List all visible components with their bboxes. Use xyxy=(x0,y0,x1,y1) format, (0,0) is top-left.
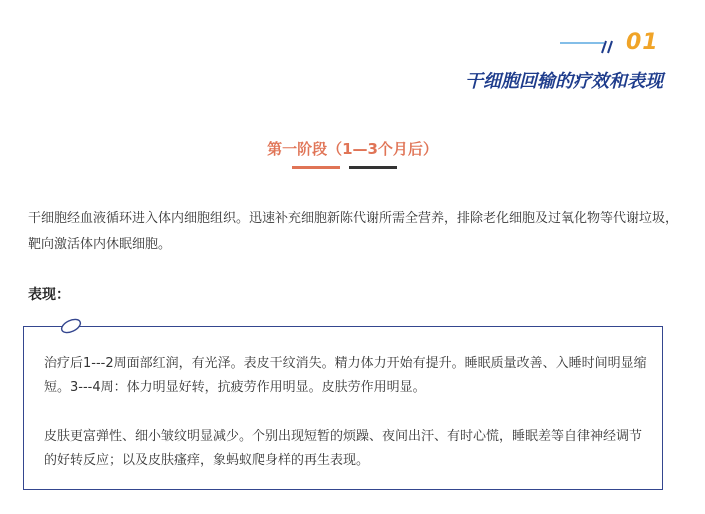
section-number: 01 xyxy=(626,30,659,55)
performance-label: 表现： xyxy=(28,287,70,303)
header-lines-decoration xyxy=(560,40,616,54)
performance-paragraph-2: 皮肤更富弹性、细小皱纹明显减少。个别出现短暂的烦躁、夜间出汗、有时心慌，睡眠差等自律神经调节的好转反应；以及皮肤瘙痒，象蚂蚁爬身样的再生表现。 xyxy=(44,429,643,468)
stage-underline-accent xyxy=(292,166,340,169)
oval-decoration-icon xyxy=(56,316,86,336)
section-title: 干细胞回输的疗效和表现 xyxy=(465,71,663,92)
stage-title: 第一阶段（1—3个月后） xyxy=(267,140,438,158)
stage-underline-dark xyxy=(349,166,397,169)
performance-paragraph-1: 治疗后1---2周面部红润，有光泽。表皮干纹消失。精力体力开始有提升。睡眠质量改善、入睡时间明显缩短。3---4周：体力明显好转，抗疲劳作用明显。皮肤劳作用明显。 xyxy=(44,356,647,395)
intro-paragraph: 干细胞经血液循环进入体内细胞组织。迅速补充细胞新陈代谢所需全营养，排除老化细胞及过氧化物等代谢垃圾，靶向激活体内休眠细胞。 xyxy=(28,211,679,252)
